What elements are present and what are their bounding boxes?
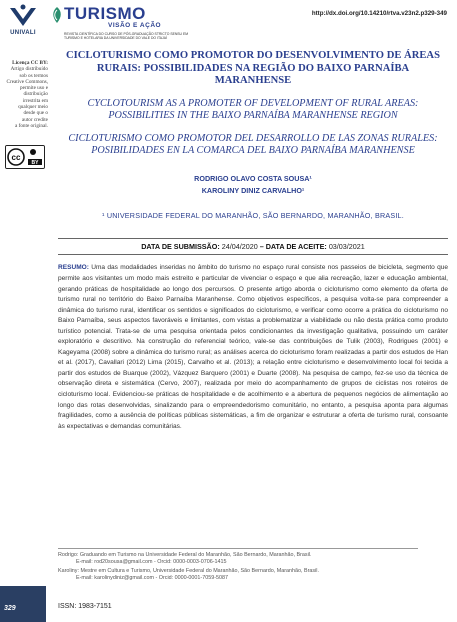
left-sidebar xyxy=(0,0,46,622)
license-title: Licença CC BY: xyxy=(12,60,48,66)
univali-label: UNIVALI xyxy=(10,30,36,36)
license-line: Creative Commons, xyxy=(6,78,48,85)
license-line: distribuição xyxy=(23,91,48,98)
creative-commons-icon xyxy=(5,145,45,169)
license-line: a fonte original. xyxy=(15,122,48,129)
license-line: irrestrita em xyxy=(22,97,48,104)
author-notes xyxy=(58,548,418,584)
title-portuguese: CICLOTURISMO COMO PROMOTOR DO DESENVOLVIMENTO DE ÁREAS RURAIS: POSSIBILIDADES NA REGIÃO DO BAIXO PARNAÍBA MARANHENSE xyxy=(66,50,440,87)
submission-label: DATA DE SUBMISSÃO: xyxy=(141,242,220,252)
journal-title: TURISMO xyxy=(64,4,146,23)
author-note-line: Rodrigo: Graduando em Turismo na Universidade Federal do Maranhão, São Bernardo, Maranhão, Brasil. xyxy=(58,552,312,558)
abstract-text: Uma das modalidades inseridas no âmbito do turismo no espaço rural consiste nos passeios de bicicleta, segmento que permite aos visitantes um modo mais estreito e particular de vivenciar o espaço e que alia recreação, lazer e educação ambiental, gerando práticas de hospitalidade ao longo dos percursos. O presente artigo aborda o cicloturismo como elemento da oferta de turismo rural no território do Baixo Parnaíba Maranhense. Como objetivos específicos, a pesquisa volta-se para compreender a dinâmica do turismo rural, identificar os sentidos e significados do cicloturismo, e verificar como ocorre a prática do cicloturismo no Baixo Parnaíba, seus aspectos favoráveis e limitantes, com vistas a problematizar a viabilidade ou não desta prática como produto turístico potencial. Trata-se de uma pesquisa orientada pelos condicionantes da investigação qualitativa, possuindo um caráter exploratório e descritivo. Na construção do referencial teórico, vale-se das contribuições de Tulik (2003), Rodrigues (2001) e Kageyama (2008) sobre a dinâmica do turismo rural; as análises acerca do cicloturismo foram realizadas a partir dos estudos de Han et al. (2017), Cavallari (2012) Lima (2015), Carvalho et al. (2013); a relação entre cicloturismo e desenvolvimento local foi tecida a partir dos estudos de Buarque (2002), Vázquez Barquero (2001) e Duarte (2008). Na pesquisa de campo, fez-se uso da técnica de observação direta e sistemática (Cervo, 2007), realizada por meio do acompanhamento de grupos de ciclistas nos roteiros de cicloturismo local. Evidenciou-se práticas de hospitalidade e de acolhimento e a abertura de pequenos negócios de alimentação ao longo das rotas desenvolvidas, sinalizando para o empreendedorismo comunitário, no entanto, a pesquisa aponta para algumas fragilidades, como a ausência de políticas públicas sistemáticas, a fim de organizar e estruturar a oferta de turismo rural, consoante às expectativas e demandas comunitárias. xyxy=(58,264,448,430)
cc-by-label: BY xyxy=(31,160,39,166)
abstract-label: RESUMO: xyxy=(58,264,89,272)
doi-link[interactable]: http://dx.doi.org/10.14210/rtva.v23n2.p329-349 xyxy=(311,10,447,17)
author-name: KAROLINY DINIZ CARVALHO¹ xyxy=(201,186,305,196)
license-line: desde que o xyxy=(23,110,48,117)
svg-text:cc: cc xyxy=(11,153,21,162)
issn: ISSN: 1983-7151 xyxy=(58,603,112,610)
journal-logo xyxy=(50,4,225,46)
journal-subtitle: VISÃO E AÇÃO xyxy=(108,22,162,29)
page-number: 329 xyxy=(4,605,16,612)
author-note xyxy=(58,568,418,582)
license-note xyxy=(2,60,48,129)
author-note xyxy=(58,552,418,566)
submission-date: 24/04/2020 xyxy=(221,242,258,252)
acceptance-label: – DATA DE ACEITE: xyxy=(259,242,327,252)
authors-block xyxy=(58,173,448,197)
license-line: permite uso e xyxy=(20,85,48,92)
journal-description-line: TURISMO E HOTELARIA DA UNIVERSIDADE DO VALE DO ITAJAÍ xyxy=(64,36,167,40)
title-spanish: CICLOTURISMO COMO PROMOTOR DEL DESARROLLO DE LAS ZONAS RURALES: POSIBILIDADES EN LA COMARCA DEL BAIXO PARNAÍBA MARANHENSE xyxy=(68,132,438,156)
affiliation: ¹ UNIVERSIDADE FEDERAL DO MARANHÃO, SÃO BERNARDO, MARANHÃO, BRASIL. xyxy=(102,211,404,221)
title-english: CYCLOTOURISM AS A PROMOTER OF DEVELOPMENT OF RURAL AREAS: POSSIBILITIES IN THE BAIXO PARNAÍBA MARANHENSE REGION xyxy=(87,97,419,122)
article-header xyxy=(58,50,448,432)
journal-emblem-icon xyxy=(50,6,64,24)
license-line: sob os termos xyxy=(19,72,48,79)
author-note-line: Karoliny: Mestre em Cultura e Turismo, Universidade Federal do Maranhão, São Bernardo, Maranhão, Brasil. xyxy=(58,568,319,574)
abstract xyxy=(58,263,448,432)
dates-bar xyxy=(58,238,448,255)
license-line: qualquer meio xyxy=(18,104,48,111)
journal-description-line: REVISTA CIENTÍFICA DO CURSO DE PÓS-GRADUAÇÃO STRICTO SENSU EM xyxy=(64,32,189,36)
license-line: Artigo distribuído xyxy=(10,66,48,73)
sidebar-footer-stripe xyxy=(0,586,46,622)
acceptance-date: 03/03/2021 xyxy=(328,242,365,252)
author-note-contact: E-mail: karolinydiniz@gmail.com - Orcid: 0000-0001-7059-5087 xyxy=(76,575,228,581)
license-line: autor credite xyxy=(21,116,48,123)
author-note-contact: E-mail: rod20sousa@gmail.com - Orcid: 0000-0003-0706-1415 xyxy=(76,559,227,565)
author-name: RODRIGO OLAVO COSTA SOUSA¹ xyxy=(194,174,312,184)
